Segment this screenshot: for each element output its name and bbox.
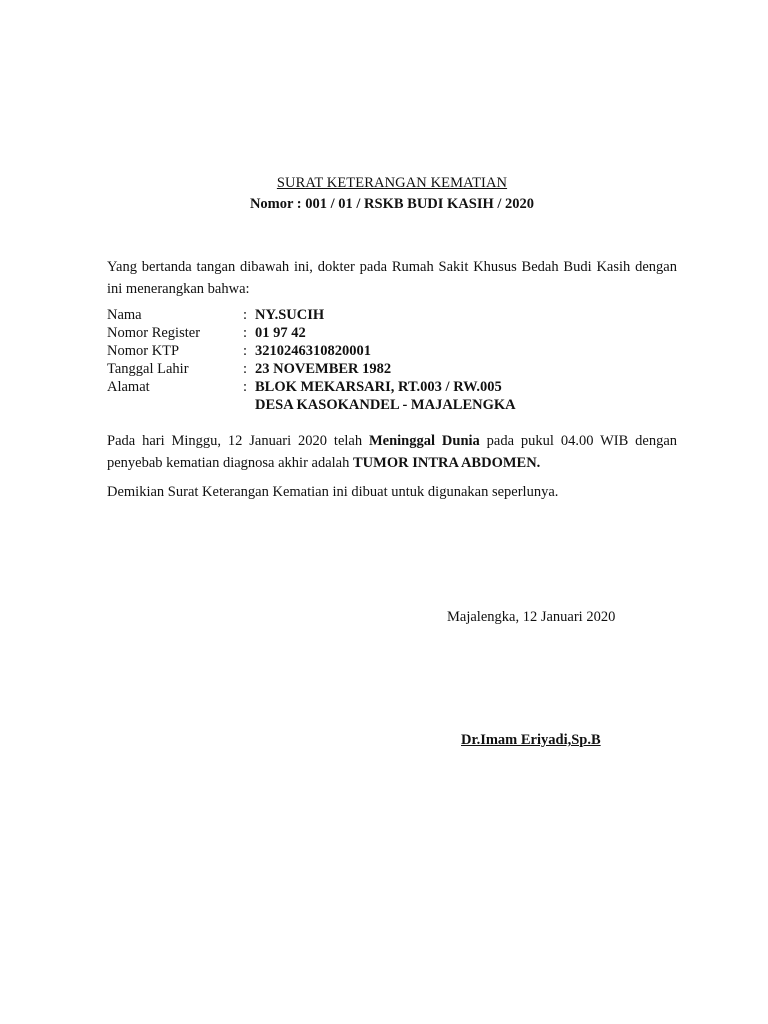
field-label: Tanggal Lahir: [107, 361, 189, 377]
closing-paragraph: Demikian Surat Keterangan Kematian ini dibuat untuk digunakan seperlunya.: [107, 484, 559, 500]
signer-name: Dr.Imam Eriyadi,Sp.B: [461, 732, 601, 748]
document-number: Nomor : 001 / 01 / RSKB BUDI KASIH / 2020: [249, 196, 535, 212]
statement-emphasis: Meninggal Dunia: [368, 433, 480, 449]
field-row-address-line2: [107, 396, 677, 414]
field-colon: :: [243, 325, 248, 341]
field-colon: :: [243, 361, 248, 377]
field-label: Alamat: [107, 379, 150, 395]
field-value: BLOK MEKARSARI, RT.003 / RW.005: [255, 379, 502, 395]
field-colon: :: [243, 379, 248, 395]
field-row-birthdate: [107, 360, 677, 378]
field-row-name: [107, 306, 677, 324]
field-value: 3210246310820001: [255, 343, 371, 359]
address-line2: DESA KASOKANDEL - MAJALENGKA: [255, 397, 516, 413]
statement-text: pada pukul 04.00 WIB dengan penyebab kematian diagnosa akhir adalah: [107, 433, 678, 471]
diagnosis: TUMOR INTRA ABDOMEN.: [353, 455, 541, 471]
field-value: 01 97 42: [255, 325, 306, 341]
field-row-address: [107, 378, 677, 396]
field-value: NY.SUCIH: [255, 307, 325, 323]
statement-text: Pada hari Minggu, 12 Januari 2020 telah: [107, 433, 369, 449]
patient-details: [107, 306, 677, 414]
field-colon: :: [243, 307, 248, 323]
death-statement: [107, 430, 677, 474]
place-date: Majalengka, 12 Januari 2020: [447, 609, 616, 625]
field-label: Nama: [107, 307, 142, 323]
intro-paragraph: Yang bertanda tangan dibawah ini, dokter pada Rumah Sakit Khusus Bedah Budi Kasih dengan ini menerangkan bahwa:: [107, 259, 677, 297]
field-label: Nomor KTP: [107, 343, 180, 359]
field-row-ktp: [107, 342, 677, 360]
field-label: Nomor Register: [107, 325, 201, 341]
field-colon: :: [243, 343, 248, 359]
field-value: 23 NOVEMBER 1982: [255, 361, 392, 377]
field-row-register: [107, 324, 677, 342]
document-title: SURAT KETERANGAN KEMATIAN: [276, 175, 508, 191]
